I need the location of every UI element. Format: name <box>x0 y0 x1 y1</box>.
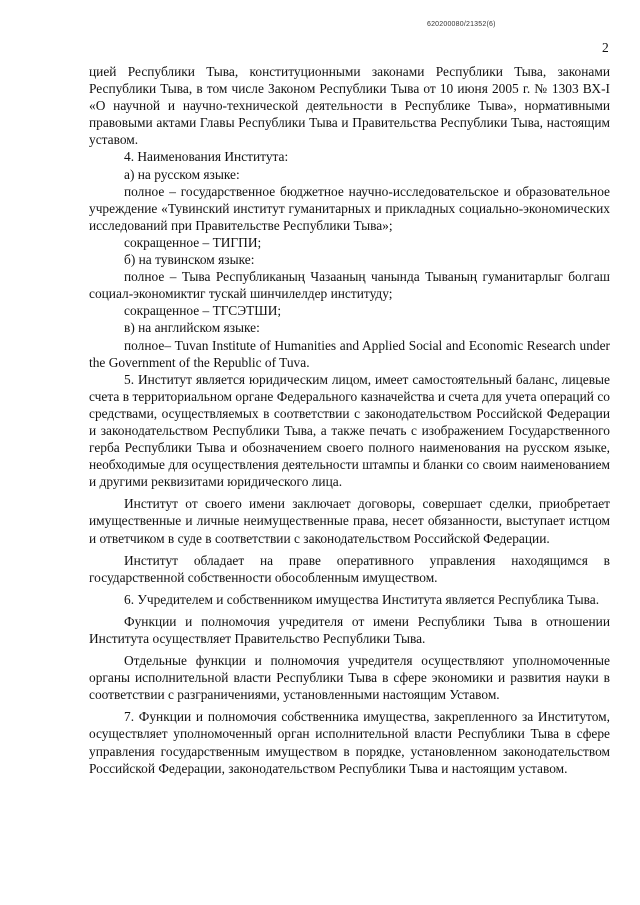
document-body <box>89 63 610 777</box>
paragraph-russian-short: сокращенное – ТИГПИ; <box>124 234 262 250</box>
paragraph-item-6: 6. Учредителем и собственником имущества Института является Республика Тыва. <box>124 591 600 607</box>
paragraph-english-heading: в) на английском языке: <box>124 320 260 336</box>
paragraph-property: Институт обладает на праве оперативного управления находящимся в государственной собственности обособленным имуществом. <box>89 552 610 585</box>
paragraph-contracts: Институт от своего имени заключает договоры, совершает сделки, приобретает имущественные и личные неимущественные права, несет обязанности, выступает истцом и ответчиком в суде в соответствии с законодательством Российской Федерации. <box>89 496 610 546</box>
paragraph-separate-functions: Отдельные функции и полномочия учредителя осуществляют уполномоченные органы исполнительной власти Республики Тыва в сфере экономики и развития науки в соответствии с разграничениями, установленными настоящим Уставом. <box>89 653 610 703</box>
page-number: 2 <box>602 40 609 55</box>
paragraph-item-7: 7. Функции и полномочия собственника имущества, закрепленного за Институтом, осуществляет уполномоченный орган исполнительной власти Республики Тыва в сфере управления государственным имуществом в порядке, установленном законодательством Российской Федерации, законодательством Республики Тыва и настоящим уставом. <box>89 709 610 776</box>
paragraph-founder-functions: Функции и полномочия учредителя от имени Республики Тыва в отношении Института осуществляет Правительство Республики Тыва. <box>89 613 610 646</box>
paragraph-russian-full: полное – государственное бюджетное научно-исследовательское и образовательное учреждение «Тувинский институт гуманитарных и прикладных социально-экономических исследований при Правительстве Республики Тыва»; <box>89 183 610 233</box>
paragraph-russian-heading: а) на русском языке: <box>124 166 240 182</box>
paragraph-tuvan-heading: б) на тувинском языке: <box>124 252 255 268</box>
paragraph-item-4: 4. Наименования Института: <box>124 149 289 165</box>
paragraph-english-full: полное– Tuvan Institute of Humanities and Applied Social and Economic Research under the Government of the Republic of Tuva. <box>89 337 610 370</box>
paragraph-tuvan-short: сокращенное – ТГСЭТШИ; <box>124 303 282 319</box>
document-code: 620200080/21352(6) <box>427 21 496 28</box>
paragraph-tuvan-full: полное – Тыва Республиканың Чазааның чанында Тываның гуманитарлыг болгаш социал-экономиктиг тускай шинчилелдер институду; <box>89 269 610 302</box>
paragraph-item-5: 5. Институт является юридическим лицом, имеет самостоятельный баланс, лицевые счета в территориальном органе Федерального казначейства и счета для учета операций со средствами, осуществляемых в соответствии с законодательством Российской Федерации и законодательством Республики Тыва, а также печать с изображением Государственного герба Республики Тыва и обозначением своего полного наименования на русском языке, необходимые для осуществления деятельности штампы и бланки со своим наименованием и другими реквизитами юридического лица. <box>89 371 610 490</box>
paragraph-continuation: цией Республики Тыва, конституционными законами Республики Тыва, законами Республики Тыва, в том числе Законом Республики Тыва от 10 июня 2005 г. № 1303 ВХ-I «О научной и научно-технической деятельности в Республике Тыва», нормативными правовыми актами Главы Республики Тыва и Правительства Республики Тыва, настоящим уставом. <box>89 64 610 148</box>
